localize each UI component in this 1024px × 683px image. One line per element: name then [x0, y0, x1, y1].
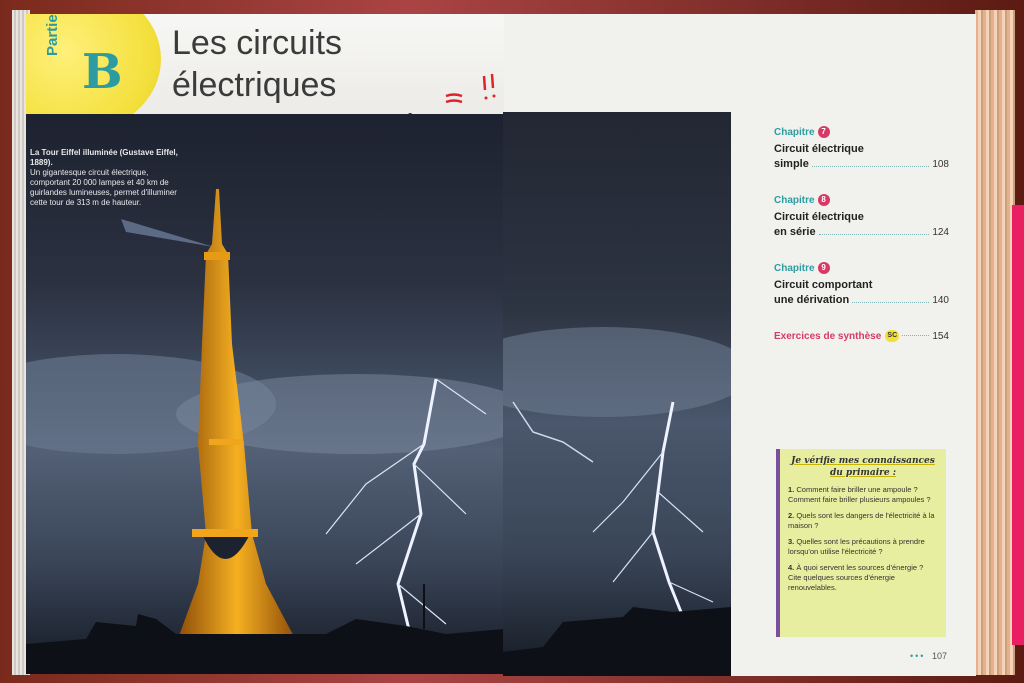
question-number: 3. [788, 537, 795, 546]
synthesis-label: Exercices de synthèse [774, 330, 882, 342]
question-1 [788, 485, 938, 505]
pink-strip [1012, 205, 1024, 645]
left-page [26, 14, 504, 674]
chapter-label [774, 126, 949, 138]
chapter-title-line1: Circuit comportant [774, 279, 873, 291]
chapter-number-badge: 7 [818, 126, 830, 138]
book-right-edge [975, 10, 1015, 675]
chapter-word: Chapitre [774, 262, 815, 274]
check-title-line1: Je vérifie mes connaissances [791, 456, 935, 466]
check-title-line2: du primaire : [829, 468, 897, 478]
leader-dots [852, 302, 929, 303]
chapter-word: Chapitre [774, 126, 815, 138]
chapter-page: 108 [932, 159, 949, 170]
lightning-illustration [503, 112, 731, 676]
chapter-number-badge: 9 [818, 262, 830, 274]
question-number: 1. [788, 485, 795, 494]
question-text: Quelles sont les précautions à prendre lorsqu'on utilise l'électricité ? [788, 537, 925, 556]
chapter-title-line2 [774, 293, 949, 308]
leader-dots [819, 234, 930, 235]
caption-title: La Tour Eiffel illuminée (Gustave Eiffel, 1889). [30, 148, 178, 167]
question-number: 2. [788, 511, 795, 520]
partie-letter: B [82, 44, 123, 100]
chapter-label [774, 194, 949, 206]
toc-chapter-9[interactable] [774, 262, 949, 308]
page-number [910, 651, 947, 661]
question-4 [788, 563, 938, 593]
synthesis-page: 154 [932, 330, 949, 342]
chapter-number-badge: 8 [818, 194, 830, 206]
chapter-title-line2-text: en série [774, 226, 816, 238]
part-title-line1: Les circuits électriques [172, 24, 343, 104]
question-3 [788, 537, 938, 557]
chapter-label [774, 262, 949, 274]
chapter-page: 140 [932, 295, 949, 306]
leader-dots [812, 166, 929, 167]
sc-badge: SC [885, 330, 899, 342]
chapter-title-line2-text: simple [774, 158, 809, 170]
red-handwritten-marks [440, 70, 504, 110]
partie-label: Partie [44, 14, 61, 56]
question-text: Quels sont les dangers de l'électricité à la maison ? [788, 511, 935, 530]
knowledge-check-box [776, 449, 946, 637]
table-of-contents [774, 126, 949, 342]
chapter-page: 124 [932, 227, 949, 238]
chapter-title-line1: Circuit électrique [774, 211, 864, 223]
toc-chapter-7[interactable] [774, 126, 949, 172]
question-number: 4. [788, 563, 795, 572]
photo-caption [30, 148, 190, 208]
toc-synthesis-exercises[interactable] [774, 330, 949, 342]
chapter-title-line2-text: une dérivation [774, 294, 850, 306]
chapter-title-line2 [774, 157, 949, 172]
toc-chapter-8[interactable] [774, 194, 949, 240]
page-dots: ••• [910, 651, 926, 661]
question-2 [788, 511, 938, 531]
chapter-title-line1: Circuit électrique [774, 143, 864, 155]
caption-text: Un gigantesque circuit électrique, comportant 20 000 lampes et 40 km de guirlandes lumineuses, permet d'illuminer cette tour de 313 m de hauteur. [30, 168, 177, 207]
question-text: Comment faire briller une ampoule ? Comment faire briller plusieurs ampoules ? [788, 485, 931, 504]
leader-dots [902, 335, 929, 336]
page-number-value: 107 [931, 651, 947, 661]
chapter-title-line2 [774, 225, 949, 240]
question-text: À quoi servent les sources d'énergie ? Cite quelques sources d'énergie renouvelables. [788, 563, 924, 592]
lightning-photo [503, 112, 731, 676]
chapter-word: Chapitre [774, 194, 815, 206]
